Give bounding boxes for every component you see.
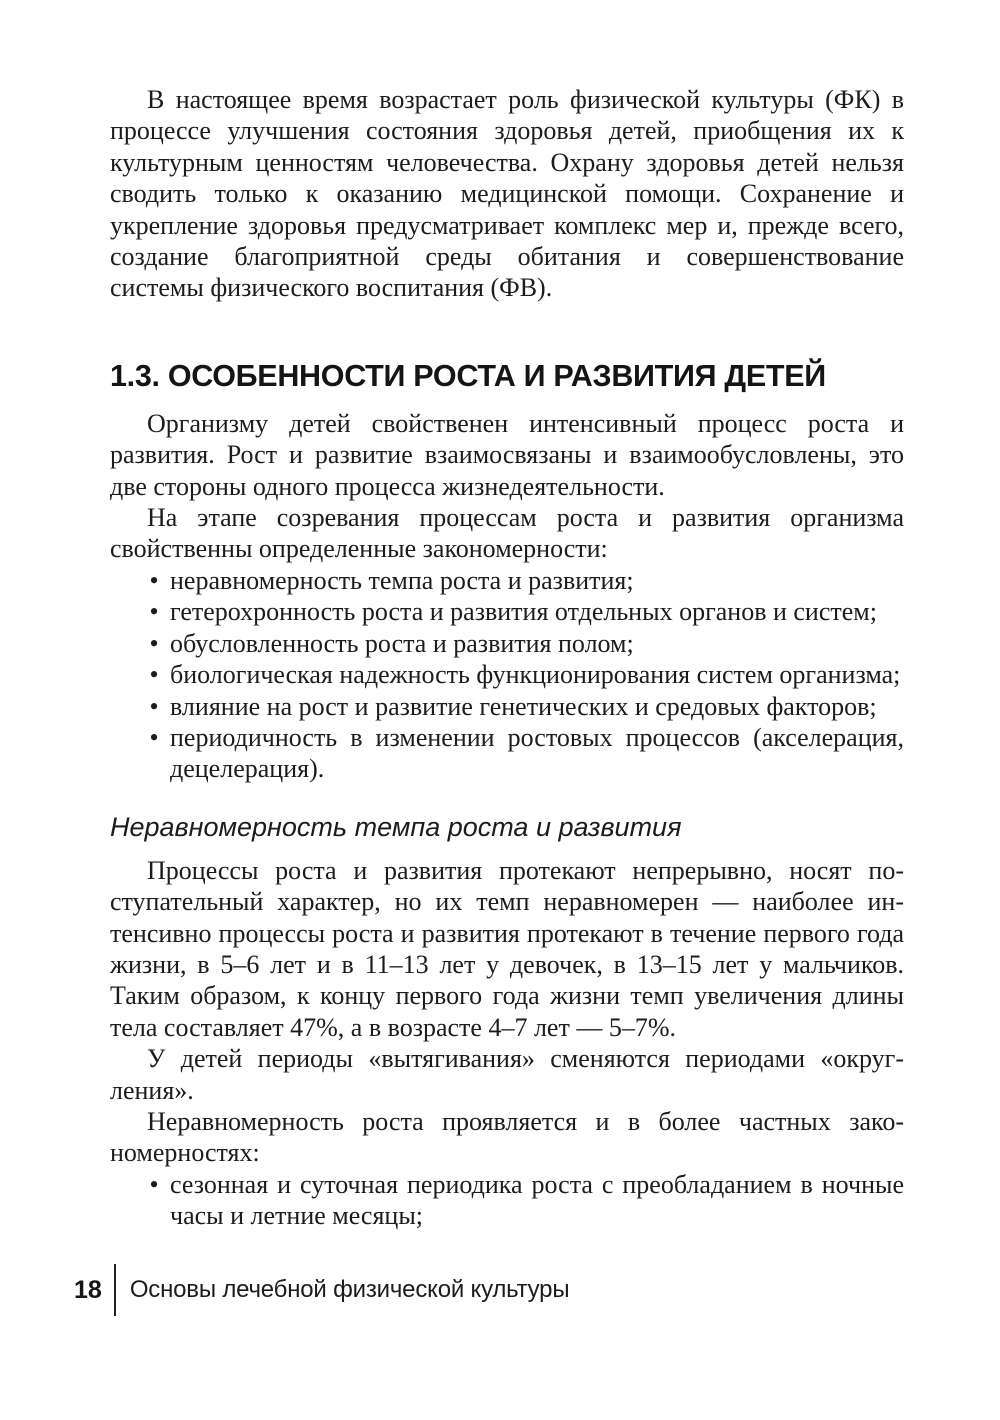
- intro-paragraph: В настоящее время возрастает роль физической культуры (ФК) в процессе улучшения состояния здоровья детей, приобщения их к культурным ценностям человечества. Охрану здоровья детей нельзя сводить только к оказанию медицинской помощи. Сохранение и укрепление здоровья предусматривает комплекс мер и, прежде всего, создание благоприятной среды обитания и совершенствование системы физического воспитания (ФВ).: [110, 85, 904, 303]
- regularities-list: [110, 565, 904, 785]
- bullet-icon: •: [149, 628, 159, 658]
- list-item-text: неравномерность темпа роста и развития;: [170, 565, 634, 595]
- footer-divider: [114, 1264, 116, 1316]
- bullet-icon: •: [149, 691, 159, 721]
- page-number: 18: [74, 1275, 102, 1304]
- list-item: [110, 596, 904, 627]
- subsection-paragraph-2: У детей периоды «вытягивания» сменяются периодами «округления».: [110, 1044, 904, 1105]
- list-item: [110, 565, 904, 596]
- list-item-text: сезонная и суточная периодика роста с преобладанием в ночные часы и летние месяцы;: [170, 1169, 904, 1231]
- section-paragraph-1: Организму детей свойственен интенсивный процесс роста и развития. Рост и развитие взаимосвязаны и взаимообусловлены, это две стороны одного процесса жизнедеятельности.: [110, 408, 904, 501]
- list-item: [110, 722, 904, 785]
- section-heading: 1.3. ОСОБЕННОСТИ РОСТА И РАЗВИТИЯ ДЕТЕЙ: [110, 358, 826, 393]
- list-item-text: гетерохронность роста и развития отдельных органов и систем;: [170, 597, 877, 627]
- list-item: [110, 628, 904, 659]
- bullet-icon: •: [149, 597, 159, 627]
- book-title: Основы лечебной физической культуры: [129, 1276, 570, 1303]
- subsection-paragraph-3: Неравномерность роста проявляется и в более частных закономерностях:: [110, 1106, 904, 1168]
- bullet-icon: •: [149, 660, 159, 690]
- list-item-text: обусловленность роста и развития полом;: [170, 628, 634, 658]
- list-item: [110, 659, 904, 690]
- subsection-heading: Неравномерность темпа роста и развития: [110, 811, 682, 842]
- list-item-text: биологическая надежность функционирования систем организма;: [170, 660, 901, 690]
- subsection-paragraph-1: Процессы роста и развития протекают непрерывно, носят поступательный характер, но их темп неравномерен — наиболее интенсивно процессы роста и развития протекают в течение первого года жизни, в 5–6 лет и в 11–13 лет у девочек, в 13–15 лет у мальчиков. Таким образом, к концу первого года жизни темп увеличения длины тела составляет 47%, а в возрасте 4–7 лет — 5–7%.: [110, 855, 904, 1042]
- growth-patterns-list: [110, 1169, 904, 1232]
- list-item: [110, 1169, 904, 1232]
- list-item-text: влияние на рост и развитие генетических и средовых факторов;: [170, 691, 877, 721]
- page-footer: [74, 1265, 569, 1315]
- page-body: [110, 84, 904, 1232]
- list-item-text: периодичность в изменении ростовых процессов (акселерация, децелерация).: [170, 722, 904, 784]
- bullet-icon: •: [149, 1169, 159, 1199]
- bullet-icon: •: [149, 565, 159, 595]
- list-item: [110, 691, 904, 722]
- bullet-icon: •: [149, 722, 159, 752]
- section-paragraph-2: На этапе созревания процессам роста и развития организма свойственны определенные закономерности:: [110, 503, 904, 564]
